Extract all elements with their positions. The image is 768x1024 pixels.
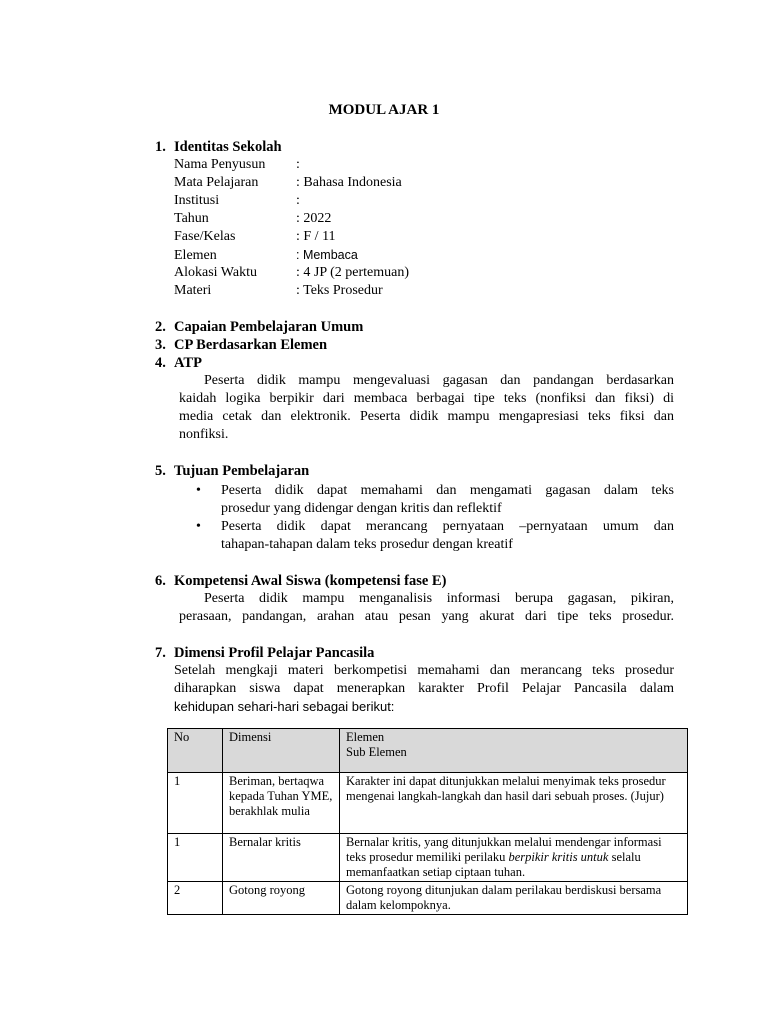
header-no: No [168, 729, 223, 773]
identity-row [174, 210, 331, 228]
identity-key: Materi [174, 283, 212, 298]
identity-row [174, 228, 336, 246]
paragraph-line: kaidah logika berpikir dari membaca berbagai tipe teks (nonfiksi dan fiksi) di [179, 391, 674, 406]
identity-value: : F / 11 [296, 229, 336, 244]
identity-key: Elemen [174, 248, 217, 263]
section-number: 7. [155, 645, 166, 661]
section-title: ATP [174, 355, 202, 371]
cell-elemen [340, 834, 688, 882]
profile-table [167, 728, 688, 915]
section-number: 6. [155, 573, 166, 589]
section-7-heading [155, 644, 374, 662]
section-title: CP Berdasarkan Elemen [174, 337, 328, 353]
atp-paragraph [179, 372, 674, 444]
cell-text-italic: berpikir kritis untuk [508, 850, 609, 864]
paragraph-line: diharapkan siswa dapat menerapkan karakter Profil Pelajar Pancasila dalam [174, 681, 674, 696]
identity-row [174, 246, 358, 265]
identity-key: Mata Pelajaran [174, 175, 259, 190]
header-elemen [340, 729, 688, 773]
cell-text: selalu memanfaatkan setiap ciptaan tuhan. [346, 850, 641, 879]
paragraph-line: Peserta didik mampu mengevaluasi gagasan dan pandangan berdasarkan [204, 373, 674, 388]
section-title: Identitas Sekolah [174, 139, 282, 155]
identity-value: : [296, 157, 300, 172]
identity-key: Nama Penyusun [174, 157, 266, 172]
cell-elemen: Karakter ini dapat ditunjukkan melalui menyimak teks prosedur mengenai langkah-langkah dan hasil dari sebuah proses. (Jujur) [340, 773, 688, 834]
paragraph-line: Peserta didik mampu menganalisis informasi berupa gagasan, pikiran, [204, 591, 674, 606]
identity-key: Fase/Kelas [174, 229, 236, 244]
identity-key: Institusi [174, 193, 220, 208]
paragraph-line: kehidupan sehari-hari sebagai berikut: [174, 699, 395, 714]
cell-no: 1 [168, 773, 223, 834]
identity-row [174, 282, 383, 300]
cell-text: Bernalar kritis, yang ditunjukkan melalui mendengar informasi teks prosedur memiliki perilaku [346, 835, 662, 864]
cell-dimensi: Bernalar kritis [223, 834, 340, 882]
cell-dimensi: Gotong royong [223, 882, 340, 915]
header-dimensi: Dimensi [223, 729, 340, 773]
identity-value: : [296, 193, 300, 208]
paragraph-line: Setelah mengkaji materi berkompetisi memahami dan merancang teks prosedur [174, 663, 674, 678]
table-row [168, 834, 688, 882]
section-1-heading [155, 138, 282, 156]
cell-no: 2 [168, 882, 223, 915]
identity-row [174, 156, 300, 174]
profile-paragraph [174, 662, 674, 716]
cell-elemen: Gotong royong ditunjukan dalam perilakau berdiskusi bersama dalam kelompoknya. [340, 882, 688, 915]
section-2-heading [155, 318, 363, 336]
list-item-line: Peserta didik dapat memahami dan mengamati gagasan dalam teks [221, 483, 674, 498]
identity-key: Tahun [174, 211, 209, 226]
bullet-icon: • [196, 519, 201, 534]
list-item-line: Peserta didik dapat merancang pernyataan –pernyataan umum dan [221, 519, 674, 534]
document-title: MODUL AJAR 1 [328, 102, 440, 118]
identity-value: : 2022 [296, 211, 332, 226]
identity-row [174, 264, 409, 282]
list-item-line: tahapan-tahapan dalam teks prosedur dengan kreatif [221, 537, 513, 552]
identity-row [174, 192, 300, 210]
identity-value: : 4 JP (2 pertemuan) [296, 265, 410, 280]
header-sub-elemen-label: Sub Elemen [346, 745, 407, 759]
section-title: Tujuan Pembelajaran [174, 463, 310, 479]
table-header-row [168, 729, 688, 773]
competency-paragraph [179, 590, 674, 626]
header-elemen-label: Elemen [346, 730, 385, 744]
section-title: Kompetensi Awal Siswa (kompetensi fase E) [174, 573, 447, 589]
cell-no: 1 [168, 834, 223, 882]
section-number: 5. [155, 463, 166, 479]
section-6-heading [155, 572, 446, 590]
table-row [168, 882, 688, 915]
section-number: 2. [155, 319, 166, 335]
section-title: Capaian Pembelajaran Umum [174, 319, 364, 335]
section-title: Dimensi Profil Pelajar Pancasila [174, 645, 375, 661]
identity-value: : Teks Prosedur [296, 283, 383, 298]
cell-dimensi: Beriman, bertaqwa kepada Tuhan YME, berakhlak mulia [223, 773, 340, 834]
bullet-icon: • [196, 483, 201, 498]
section-number: 3. [155, 337, 166, 353]
list-item-line: prosedur yang didengar dengan kritis dan reflektif [221, 501, 502, 516]
paragraph-line: perasaan, pandangan, arahan atau pesan yang akurat dari tipe teks prosedur. [179, 609, 674, 624]
identity-value: : Membaca [296, 248, 358, 262]
paragraph-line: media cetak dan elektronik. Peserta didik mampu mengapresiasi teks fiksi dan [179, 409, 674, 424]
section-4-heading [155, 354, 202, 372]
table-row [168, 773, 688, 834]
section-number: 1. [155, 139, 166, 155]
section-5-heading [155, 462, 309, 480]
identity-key: Alokasi Waktu [174, 265, 257, 280]
identity-value: : Bahasa Indonesia [296, 175, 402, 190]
section-3-heading [155, 336, 327, 354]
paragraph-line: nonfiksi. [179, 427, 229, 442]
identity-row [174, 174, 402, 192]
section-number: 4. [155, 355, 166, 371]
